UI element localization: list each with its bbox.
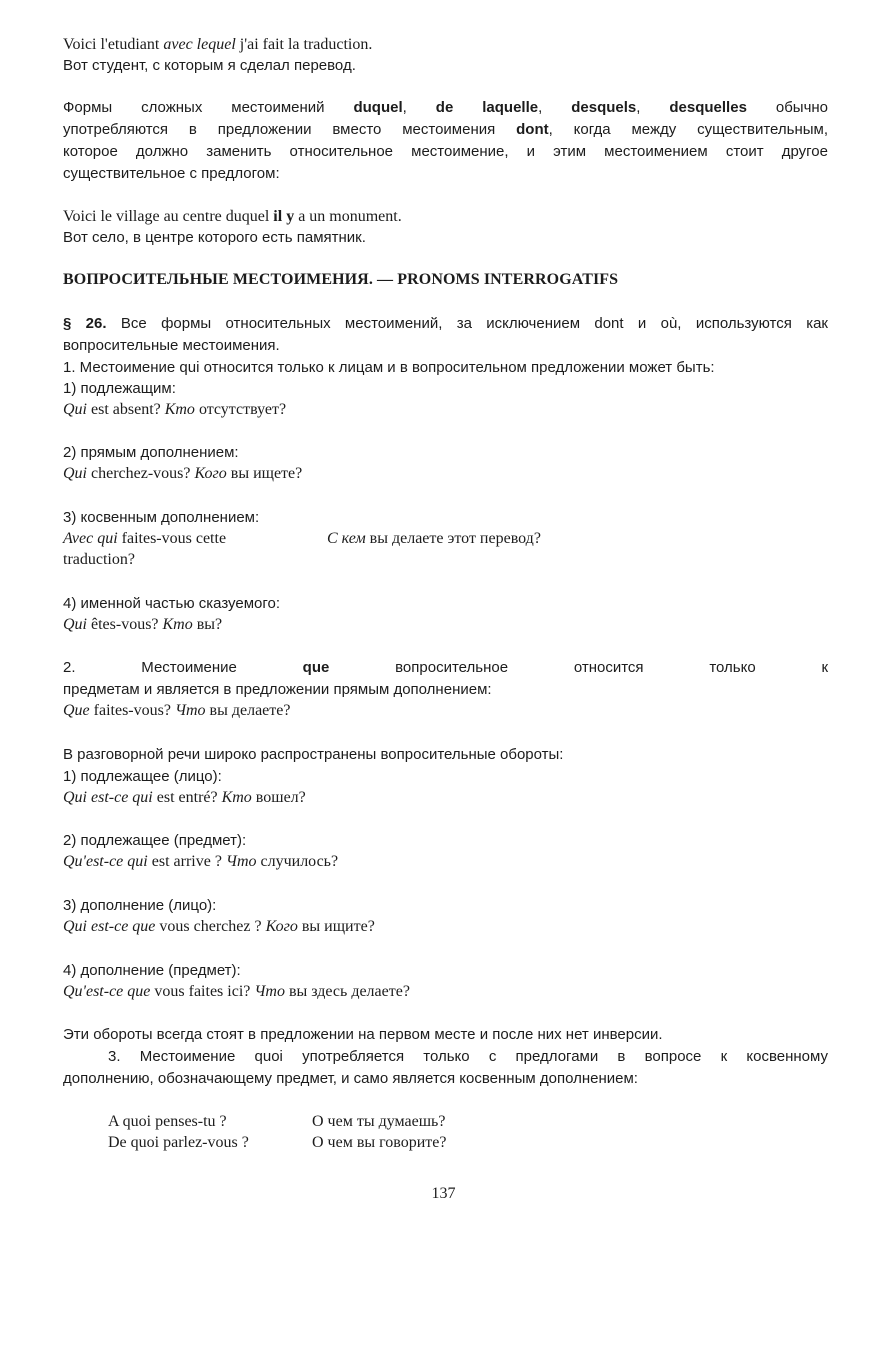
example-line: Qui êtes-vous? Кто вы? xyxy=(63,616,223,633)
paragraph-line: В разговорной речи широко распространены вопросительные обороты: xyxy=(63,746,564,763)
example-french-line: Voici l'etudiant avec lequel j'ai fait la traduction. xyxy=(63,36,373,53)
example-french-line: Voici le village au centre duquel il y a un monument. xyxy=(63,208,402,225)
example-line: Avec qui faites-vous cette xyxy=(63,530,227,547)
paragraph-line: которое должно заменить относительное местоимение, и этим местоимением стоит другое xyxy=(63,143,828,160)
paragraph-line: 3. Местоимение quoi употребляется только с предлогами в вопросе к косвенному xyxy=(108,1048,828,1065)
example-line: De quoi parlez-vous ? xyxy=(108,1134,249,1151)
paragraph-line: 4) именной частью сказуемого: xyxy=(63,595,281,612)
section-heading: ВОПРОСИТЕЛЬНЫЕ МЕСТОИМЕНИЯ. — PRONOMS INTERROGATIFS xyxy=(63,271,619,288)
example-line: Qui est absent? Кто отсутствует? xyxy=(63,401,287,418)
paragraph-line: употребляются в предложении вместо местоимения dont, когда между существительным, xyxy=(63,121,829,138)
paragraph-line: 3) дополнение (лицо): xyxy=(63,897,217,914)
paragraph-line: существительное с предлогом: xyxy=(63,165,280,182)
paragraph-line: предметам и является в предложении прямым дополнением: xyxy=(63,681,492,698)
example-line: traduction? xyxy=(63,551,135,568)
example-line: Qu'est-ce que vous faites ici? Что вы здесь делаете? xyxy=(63,983,410,1000)
example-line: Qui est-ce que vous cherchez ? Кого вы ищите? xyxy=(63,918,375,935)
example-translation: О чем ты думаешь? xyxy=(312,1113,446,1130)
paragraph-line: 3) косвенным дополнением: xyxy=(63,509,260,526)
example-russian-line: Вот студент, с которым я сделал перевод. xyxy=(63,57,356,74)
example-translation: О чем вы говорите? xyxy=(312,1134,447,1151)
example-translation: С кем вы делаете этот перевод? xyxy=(327,530,541,547)
paragraph-line: Эти обороты всегда стоят в предложении на первом месте и после них нет инверсии. xyxy=(63,1026,663,1043)
paragraph-line: Формы сложных местоимений duquel, de laquelle, desquels, desquelles обычно xyxy=(63,99,829,116)
example-line: Que faites-vous? Что вы делаете? xyxy=(63,702,291,719)
paragraph-line: 1. Местоимение qui относится только к лицам и в вопросительном предложении может быть: xyxy=(63,359,715,376)
example-line: A quoi penses-tu ? xyxy=(108,1113,227,1130)
paragraph-line: 1) подлежащим: xyxy=(63,380,176,397)
paragraph-line: 4) дополнение (предмет): xyxy=(63,962,241,979)
example-russian-line: Вот село, в центре которого есть памятник. xyxy=(63,229,366,246)
page-number: 137 xyxy=(431,1185,456,1202)
example-line: Qui cherchez-vous? Кого вы ищете? xyxy=(63,465,303,482)
paragraph-line: 1) подлежащее (лицо): xyxy=(63,768,222,785)
paragraph-line: вопросительные местоимения. xyxy=(63,337,280,354)
paragraph-line: § 26. Все формы относительных местоимений, за исключением dont и où, используются как xyxy=(63,315,828,332)
paragraph-line: дополнению, обозначающему предмет, и само является косвенным дополнением: xyxy=(63,1070,638,1087)
paragraph-line: 2) подлежащее (предмет): xyxy=(63,832,247,849)
example-line: Qui est-ce qui est entré? Кто вошел? xyxy=(63,789,306,806)
example-line: Qu'est-ce qui est arrive ? Что случилось? xyxy=(63,853,339,870)
paragraph-line: 2) прямым дополнением: xyxy=(63,444,239,461)
paragraph-line: 2. Местоимение que вопросительное относится только к xyxy=(63,659,829,676)
